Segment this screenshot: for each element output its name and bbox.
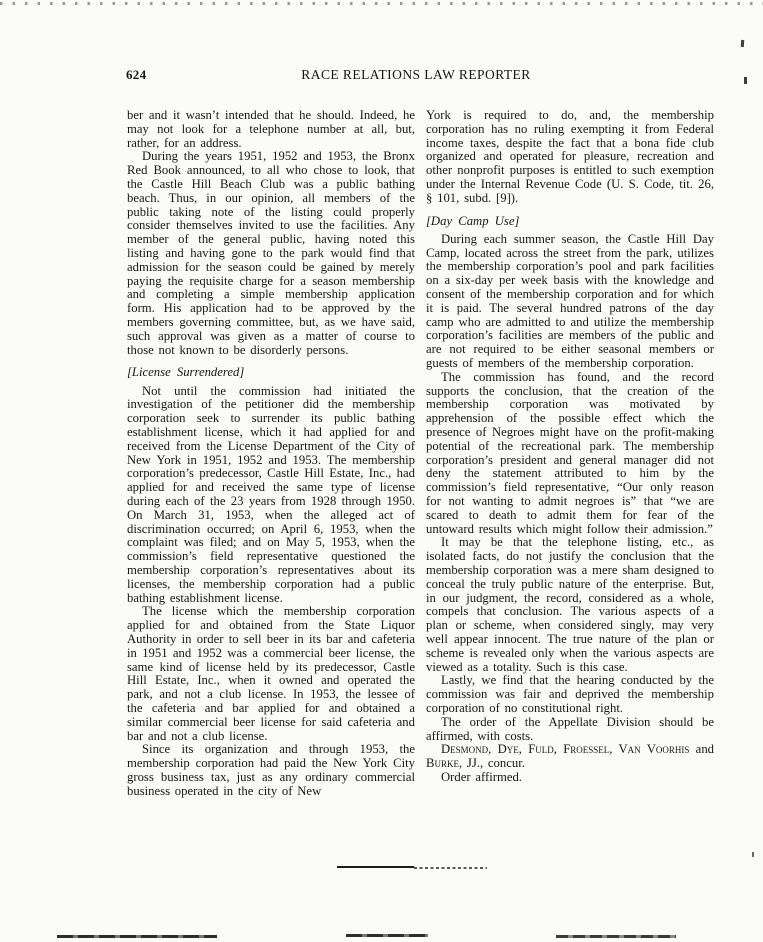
- scan-speck: [752, 852, 754, 857]
- scan-speck: [744, 77, 747, 84]
- paragraph: Lastly, we find that the hearing conducted by the commission was fair and deprived the membership corporation of no constitutional right.: [426, 673, 714, 715]
- left-column: [127, 109, 415, 799]
- paragraph: Not until the commission had initiated the investigation of the petitioner did the membership corporation seek to surrender its public bathing establishment license, which it had applied for and received from the License Department of the City of New York in 1951, 1952 and 1953. The membership corporation’s predecessor, Castle Hill Estate, Inc., had applied for and received the same type of license during each of the 23 years from 1928 through 1950. On March 31, 1953, when the alleged act of discrimination occurred; on April 6, 1953, when the complaint was filed; and on May 5, 1953, when the commission’s field representative questioned the membership corporation’s representatives about its licenses, the membership corporation had a public bathing establishment license.: [127, 383, 415, 605]
- top-dotted-border: [0, 2, 763, 5]
- page-end-rule-dotted: [414, 867, 487, 869]
- paragraph-continuation: York is required to do, and, the membership corporation has no ruling exempting it from Federal income taxes, despite the fact that a bona fide club organized and operated for pleasure, recreation and other nonprofit purposes is entitled to such exemption under the Internal Revenue Code (U. S. Code, tit. 26, § 101, subd. [9]).: [426, 108, 714, 205]
- right-column: [426, 109, 714, 785]
- judge-name: Burke: [426, 756, 459, 771]
- paragraph: During the years 1951, 1952 and 1953, the Bronx Red Book announced, to all who chose to look, that the Castle Hill Beach Club was a public bathing beach. Thus, in our opinion, all members of the public taking note of the listing could properly consider themselves invited to use the facilities. Any member of the general public, having noted this listing and having gone to the park would find that admission for the season could be gained by merely paying the requisite charge for a season membership and completing a simple membership application form. His application had to be approved by the members governing committee, but, as we have said, such approval was given as a matter of course to those not known to be disorderly persons.: [127, 149, 415, 357]
- scan-speck: [741, 40, 744, 47]
- running-head-title: RACE RELATIONS LAW REPORTER: [301, 67, 531, 82]
- paragraph: The license which the membership corporation applied for and obtained from the State Liquor Authority in order to sell beer in its bar and cafeteria in 1951 and 1952 was a commercial beer license, the same kind of license held by its predecessor, Castle Hill Estate, Inc., when it owned and operated the park, and not a club license. In 1953, the lessee of the cafeteria and bar applied for and obtained a similar commercial beer license for said cafeteria and bar and not a club license.: [127, 604, 415, 743]
- paragraph: It may be that the telephone listing, etc., as isolated facts, do not justify the conclusion that the membership corporation was a mere sham designed to conceal the truly public nature of the enterprise. But, in our judgment, the record, considered as a whole, compels that conclusion. The various aspects of a plan or scheme, when considered singly, may very well appear innocent. The true nature of the plan or scheme is revealed only when the various aspects are viewed as a totality. Such is this case.: [426, 535, 714, 674]
- paragraph: During each summer season, the Castle Hill Day Camp, located across the street from the park, utilizes the membership corporation’s pool and park facilities on a six-day per week basis with the knowledge and consent of the membership corporation and for which it is paid. The several hundred patrons of the day camp who are admitted to and utilize the membership corporation’s facilities are members of the public and are not required to be either seasonal members or guests of members of the membership corporation.: [426, 231, 714, 371]
- order-affirmed-line: Order affirmed.: [441, 769, 522, 784]
- bottom-edge-scan-artifact: [346, 934, 428, 937]
- paragraph: Since its organization and through 1953, the membership corporation had paid the New York City gross business tax, just as any ordinary commercial business operated in the city of New: [127, 742, 415, 798]
- paragraph: The commission has found, and the record supports the conclusion, that the creation of the membership corporation was motivated by apprehension of the possible effect which the presence of Negroes might have on the profit-making potential of the recreational park. The membership corporation’s president and general manager did not deny the statement attributed to him by the commission’s field representative, “Our only reason for not wanting to admit negroes is” that “we are scared to death to admit them for fear of the untoward results which might follow their admission.”: [426, 369, 714, 536]
- section-heading-license-surrendered: [License Surrendered]: [127, 365, 245, 380]
- judge-names: Desmond, Dye, Fuld, Froessel, Van Voorhis: [441, 742, 690, 757]
- concurrence-line: Desmond, Dye, Fuld, Froessel, Van Voorhis and Burke, JJ., concur.: [426, 742, 715, 771]
- page-end-rule-solid: [337, 866, 414, 868]
- paragraph-continuation: ber and it wasn’t intended that he should. Indeed, he may not look for a telephone number at all, but, rather, for an address.: [127, 108, 415, 150]
- bottom-edge-scan-artifact: [556, 935, 676, 938]
- bottom-edge-scan-artifact: [57, 935, 217, 938]
- page-number: 624: [126, 67, 147, 82]
- paragraph: The order of the Appellate Division should be affirmed, with costs.: [426, 714, 714, 743]
- section-heading-day-camp-use: [Day Camp Use]: [426, 213, 520, 228]
